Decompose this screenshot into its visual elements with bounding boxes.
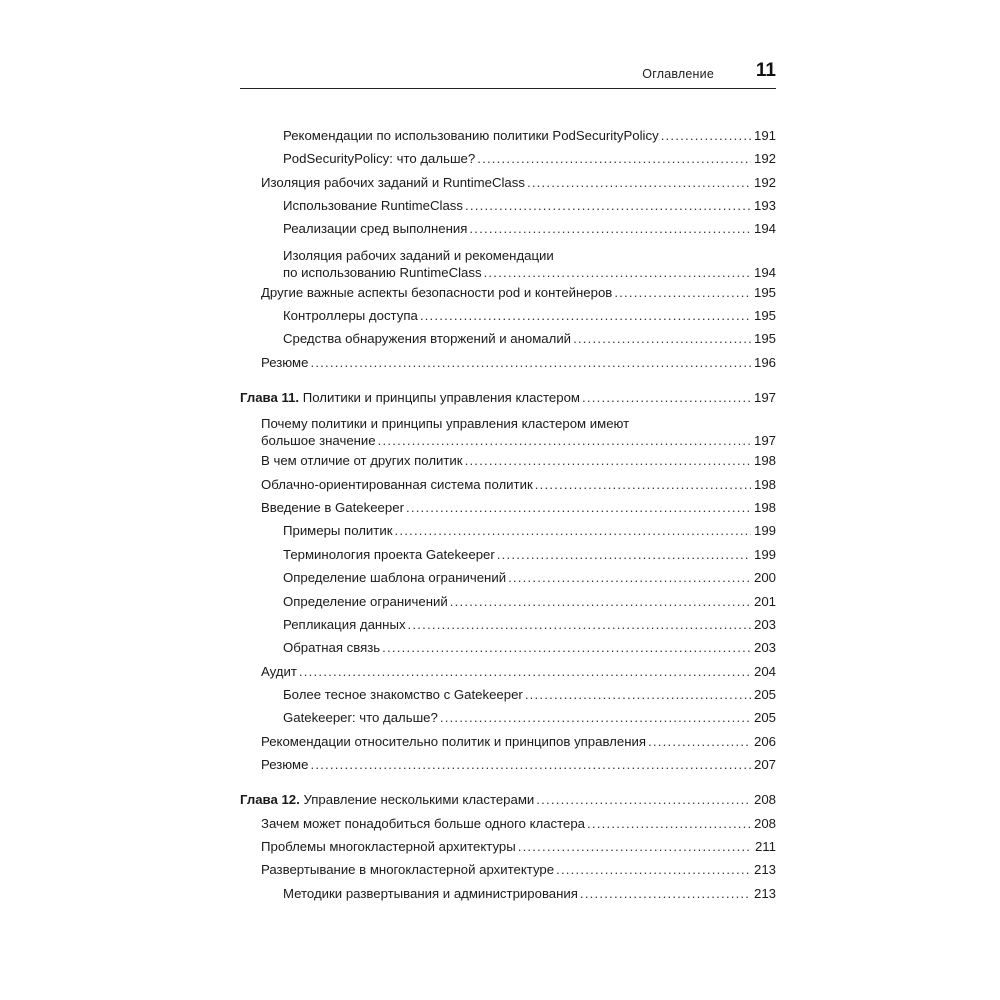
- page-header: [240, 58, 776, 89]
- toc-entry-title: Изоляция рабочих заданий и RuntimeClass: [261, 174, 525, 190]
- toc-entry-title: Репликация данных: [283, 616, 406, 632]
- leader-dots: [587, 812, 751, 835]
- leader-dots: [465, 449, 751, 472]
- toc-entry-page: 206: [753, 733, 776, 749]
- toc-entry-title: Обратная связь: [283, 640, 381, 656]
- toc-entry: [240, 194, 776, 217]
- toc-entry-page: 195: [753, 308, 776, 324]
- table-of-contents: [240, 124, 776, 905]
- leader-dots: [382, 636, 751, 659]
- leader-dots: [378, 432, 751, 449]
- leader-dots: [450, 590, 751, 613]
- toc-entry: [240, 566, 776, 589]
- leader-dots: [299, 660, 751, 683]
- toc-entry-title: Аудит: [261, 663, 297, 679]
- leader-dots: [406, 496, 751, 519]
- leader-dots: [508, 566, 751, 589]
- toc-entry: [240, 753, 776, 776]
- toc-entry: [240, 812, 776, 835]
- toc-entry-title: Примеры политик: [283, 523, 393, 539]
- leader-dots: [573, 327, 751, 350]
- toc-entry-title: Средства обнаружения вторжений и аномалий: [283, 331, 572, 347]
- toc-chapter-11: [240, 386, 776, 409]
- toc-entry-page: 200: [753, 570, 776, 586]
- chapter-title: Управление несколькими кластерами: [303, 792, 535, 808]
- toc-entry-page: 205: [753, 686, 776, 702]
- leader-dots: [484, 264, 751, 281]
- leader-dots: [408, 613, 751, 636]
- toc-entry-page: 199: [753, 523, 776, 539]
- toc-entry-page: 213: [753, 862, 776, 878]
- toc-entry: [240, 304, 776, 327]
- leader-dots: [648, 730, 751, 753]
- toc-entry-page: 195: [753, 284, 776, 300]
- toc-entry-page: 192: [753, 174, 776, 190]
- toc-entry-page: 201: [753, 593, 776, 609]
- toc-chapter-12: [240, 788, 776, 811]
- leader-dots: [465, 194, 751, 217]
- toc-entry-page: 196: [753, 354, 776, 370]
- leader-dots: [518, 835, 752, 858]
- toc-entry-title: Проблемы многокластерной архитектуры: [261, 838, 516, 854]
- toc-entry: [240, 730, 776, 753]
- toc-entry-page: 203: [753, 640, 776, 656]
- toc-entry-title: Реализации сред выполнения: [283, 221, 468, 237]
- toc-entry-page: 208: [753, 815, 776, 831]
- toc-entry-title: PodSecurityPolicy: что дальше?: [283, 151, 476, 167]
- toc-entry-page: 203: [753, 616, 776, 632]
- toc-entry: [240, 496, 776, 519]
- leader-dots: [556, 858, 751, 881]
- toc-entry-page: 198: [753, 476, 776, 492]
- leader-dots: [661, 124, 751, 147]
- toc-entry-page: 195: [753, 331, 776, 347]
- leader-dots: [477, 147, 751, 170]
- toc-entry: [240, 683, 776, 706]
- toc-entry: [240, 217, 776, 240]
- toc-entry-page: 194: [753, 264, 776, 280]
- leader-dots: [614, 281, 751, 304]
- toc-entry-title: Gatekeeper: что дальше?: [283, 710, 438, 726]
- toc-entry-title: Резюме: [261, 756, 309, 772]
- toc-entry: [240, 519, 776, 542]
- running-header-title: Оглавление: [642, 67, 714, 81]
- toc-entry: [240, 416, 776, 449]
- leader-dots: [310, 351, 751, 374]
- chapter-title: Политики и принципы управления кластером: [302, 390, 580, 406]
- toc-entry-page: 207: [753, 756, 776, 772]
- toc-entry-title-line1: Изоляция рабочих заданий и рекомендации: [283, 247, 554, 263]
- leader-dots: [580, 882, 751, 905]
- toc-entry-page: 191: [753, 128, 776, 143]
- toc-entry-title: Использование RuntimeClass: [283, 198, 463, 214]
- leader-dots: [394, 519, 751, 542]
- chapter-label: Глава 11.: [240, 390, 300, 406]
- toc-entry-title: Определение шаблона ограничений: [283, 570, 507, 586]
- leader-dots: [535, 473, 751, 496]
- leader-dots: [497, 543, 751, 566]
- toc-entry-title-line2: большое значение: [261, 433, 376, 449]
- toc-entry-page: 198: [753, 500, 776, 516]
- toc-entry: [240, 147, 776, 170]
- leader-dots: [310, 753, 751, 776]
- leader-dots: [525, 683, 751, 706]
- toc-entry-title: Рекомендации относительно политик и принципов управления: [261, 733, 646, 749]
- toc-entry: [240, 124, 776, 147]
- leader-dots: [582, 386, 751, 409]
- toc-entry: [240, 636, 776, 659]
- toc-entry-title: Контроллеры доступа: [283, 308, 418, 324]
- toc-entry: [240, 281, 776, 304]
- toc-entry: [240, 543, 776, 566]
- toc-entry-title: Рекомендации по использованию политики PodSecurityPolicy: [283, 128, 659, 143]
- toc-entry: [240, 590, 776, 613]
- toc-entry-title: Терминология проекта Gatekeeper: [283, 546, 495, 562]
- toc-entry-page: 197: [753, 390, 776, 406]
- toc-entry-page: 198: [753, 453, 776, 469]
- toc-entry: [240, 858, 776, 881]
- toc-entry: [240, 351, 776, 374]
- leader-dots: [420, 304, 751, 327]
- toc-entry-page: 199: [753, 546, 776, 562]
- toc-entry: [240, 835, 776, 858]
- toc-entry: [240, 706, 776, 729]
- toc-entry-title: Развертывание в многокластерной архитектуре: [261, 862, 555, 878]
- toc-entry: [240, 248, 776, 281]
- toc-entry: [240, 473, 776, 496]
- toc-entry: [240, 882, 776, 905]
- toc-entry-title: В чем отличие от других политик: [261, 453, 463, 469]
- leader-dots: [469, 217, 751, 240]
- toc-entry-title-line1: Почему политики и принципы управления кластером имеют: [261, 416, 630, 432]
- toc-entry-page: 208: [753, 792, 776, 808]
- leader-dots: [536, 788, 751, 811]
- toc-entry-title: Более тесное знакомство с Gatekeeper: [283, 686, 523, 702]
- chapter-label: Глава 12.: [240, 792, 300, 808]
- toc-entry-page: 205: [753, 710, 776, 726]
- toc-entry-title: Другие важные аспекты безопасности pod и контейнеров: [261, 284, 613, 300]
- toc-entry-page: 194: [753, 221, 776, 237]
- toc-entry-title: Методики развертывания и администрирования: [283, 885, 578, 901]
- toc-entry: [240, 613, 776, 636]
- toc-entry-page: 197: [753, 433, 776, 449]
- toc-entry-title: Зачем может понадобиться больше одного кластера: [261, 815, 586, 831]
- toc-entry: [240, 449, 776, 472]
- toc-entry-title: Введение в Gatekeeper: [261, 500, 404, 516]
- toc-entry: [240, 660, 776, 683]
- toc-entry-page: 192: [753, 151, 776, 167]
- toc-entry-title: Облачно-ориентированная система политик: [261, 476, 533, 492]
- toc-entry-page: 204: [753, 663, 776, 679]
- toc-entry-page: 193: [753, 198, 776, 214]
- toc-entry-title: Резюме: [261, 354, 309, 370]
- leader-dots: [527, 171, 751, 194]
- toc-entry: [240, 327, 776, 350]
- toc-entry: [240, 171, 776, 194]
- toc-entry-title: Определение ограничений: [283, 593, 448, 609]
- toc-entry-page: 211: [754, 838, 776, 854]
- leader-dots: [440, 706, 751, 729]
- page-number: 11: [755, 60, 776, 81]
- toc-entry-page: 213: [753, 885, 776, 901]
- toc-entry-title-line2: по использованию RuntimeClass: [283, 264, 482, 280]
